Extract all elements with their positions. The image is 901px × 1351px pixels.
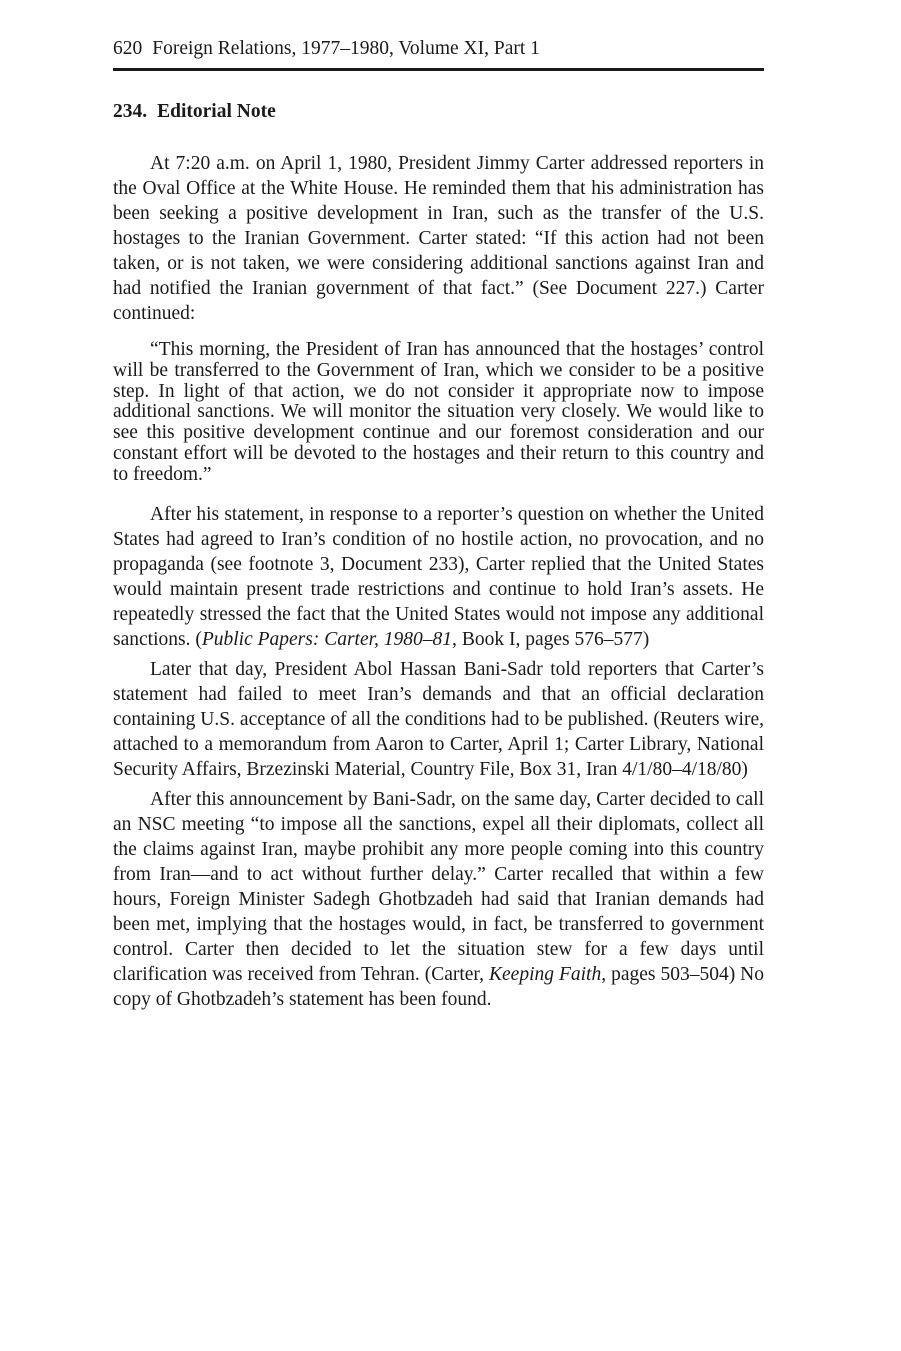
paragraph-3: Later that day, President Abol Hassan Bani-Sadr told reporters that Carter’s statement had failed to meet Iran’s demands and that an official declaration containing U.S. acceptance of all the conditions had to be published. (Reuters wire, attached to a memorandum from Aaron to Carter, April 1; Carter Library, National Security Affairs, Brzezinski Material, Country File, Box 31, Iran 4/1/80–4/18/80) xyxy=(113,658,764,780)
paragraph-2-tail: Book I, pages 576–577) xyxy=(456,628,650,650)
paragraph-2 xyxy=(113,502,764,652)
volume-title: Foreign Relations, 1977–1980, Volume XI, Part 1 xyxy=(152,38,540,59)
citation-public-papers: Public Papers: Carter, 1980–81, xyxy=(201,628,457,650)
paragraph-2-text: After his statement, in response to a reporter’s question on whether the United States had agreed to Iran’s condition of no hostile action, no provocation, and no propaganda (see footnote 3, Document 233), Carter replied that the United States would maintain present trade restrictions and continue to hold Iran’s assets. He repeatedly stressed the fact that the United States would not impose any additional sanctions. ( xyxy=(113,503,764,650)
paragraph-1: At 7:20 a.m. on April 1, 1980, President Jimmy Carter addressed reporters in the Oval Office at the White House. He reminded them that his administration has been seeking a positive development in Iran, such as the transfer of the U.S. hostages to the Iranian Government. Carter stated: “If this action had not been taken, or is not taken, we were considering additional sanctions against Iran and had notified the Iranian government of that fact.” (See Document 227.) Carter continued: xyxy=(113,153,764,324)
document-heading xyxy=(113,99,764,125)
page-number: 620 xyxy=(113,38,143,59)
running-head xyxy=(113,36,764,71)
paragraph-4-tail: pages 503–504) No copy of Ghotbzadeh’s statement has been found. xyxy=(113,963,764,1010)
paragraph-4-text: After this announcement by Bani-Sadr, on the same day, Carter decided to call an NSC meeting “to impose all the sanctions, expel all their diplomats, collect all the claims against Iran, maybe prohibit any more people coming into this country from Iran—and to act without further delay.” Carter recalled that within a few hours, Foreign Minister Sadegh Ghotbzadeh had said that Iranian demands had been met, implying that the hostages would, in fact, be transferred to government control. Carter then decided to let the situation stew for a few days until clarification was received from Tehran. (Carter, xyxy=(113,788,764,985)
paragraph-4 xyxy=(113,787,764,1012)
document-page xyxy=(113,36,764,1012)
citation-keeping-faith: Keeping Faith, xyxy=(489,963,607,985)
document-number: 234. xyxy=(113,101,148,122)
document-title: Editorial Note xyxy=(157,101,276,122)
block-quote: “This morning, the President of Iran has announced that the hostages’ control will be transferred to the Government of Iran, which we consider to be a positive step. In light of that action, we do not consider it appropriate now to impose additional sanctions. We will monitor the situation very closely. We would like to see this positive development continue and our foremost consideration and our constant effort will be devoted to the hostages and their return to this country and to freedom.” xyxy=(113,339,764,485)
